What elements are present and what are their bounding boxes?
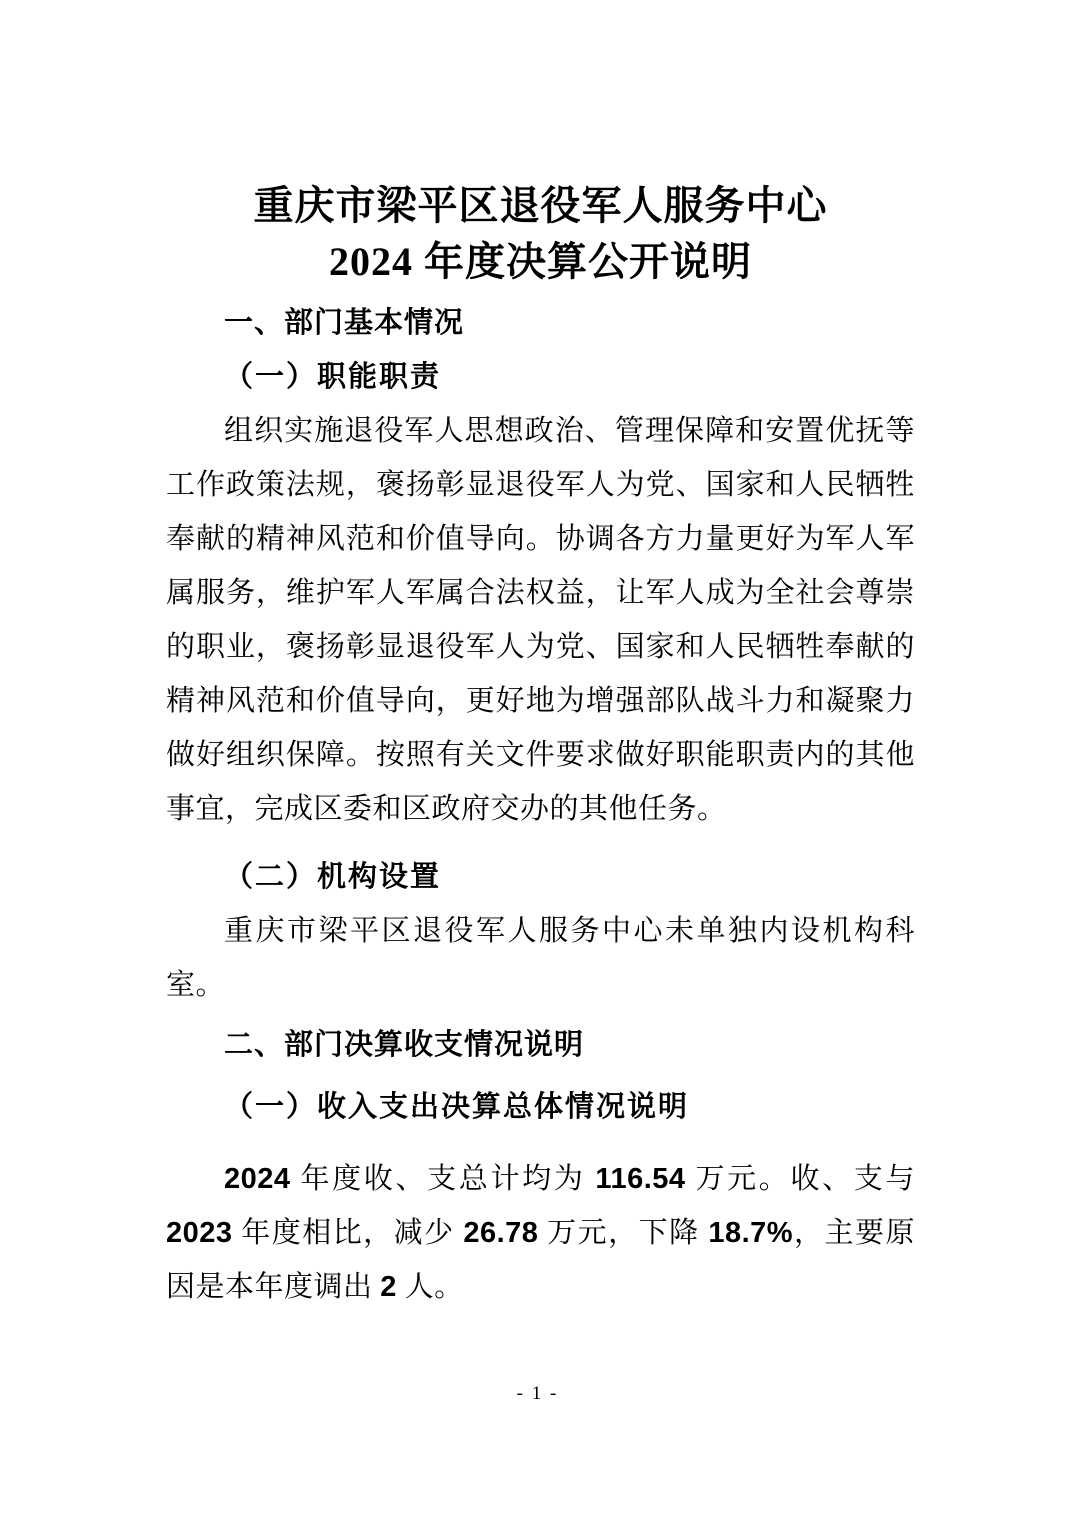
paragraph-org-structure-text: 重庆市梁平区退役军人服务中心未单独内设机构科室。 bbox=[166, 915, 915, 1001]
paragraph-duties bbox=[166, 404, 915, 836]
paragraph-budget-total bbox=[166, 1152, 915, 1314]
sub-heading-duties: （一）职能职责 bbox=[224, 361, 442, 393]
sub-heading-org-structure: （二）机构设置 bbox=[224, 861, 442, 893]
document-content bbox=[166, 170, 915, 1314]
page-number: - 1 - bbox=[516, 1383, 559, 1404]
document-title bbox=[166, 178, 915, 290]
section-heading-2: 二、部门决算收支情况说明 bbox=[224, 1029, 585, 1061]
section-heading-1: 一、部门基本情况 bbox=[224, 307, 465, 339]
paragraph-duties-text: 组织实施退役军人思想政治、管理保障和安置优抚等工作政策法规，褒扬彰显退役军人为党、国家和人民牺牲奉献的精神风范和价值导向。协调各方力量更好为军人军属服务，维护军人军属合法权益，让军人成为全社会尊崇的职业，褒扬彰显退役军人为党、国家和人民牺牲奉献的精神风范和价值导向，更好地为增强部队战斗力和凝聚力做好组织保障。按照有关文件要求做好职能职责内的其他事宜，完成区委和区政府交办的其他任务。 bbox=[166, 415, 915, 825]
document-body bbox=[166, 296, 915, 1314]
document-title-line2: 2024 年度决算公开说明 bbox=[329, 239, 752, 284]
paragraph-org-structure bbox=[166, 904, 915, 1012]
document-title-line1: 重庆市梁平区退役军人服务中心 bbox=[253, 183, 828, 228]
paragraph-budget-total-text: 2024 年度收、支总计均为 116.54 万元。收、支与 2023 年度相比，减少 26.78 万元，下降 18.7%，主要原因是本年度调出 2 人。 bbox=[166, 1163, 915, 1303]
sub-heading-budget-overview: （一）收入支出决算总体情况说明 bbox=[224, 1091, 690, 1123]
